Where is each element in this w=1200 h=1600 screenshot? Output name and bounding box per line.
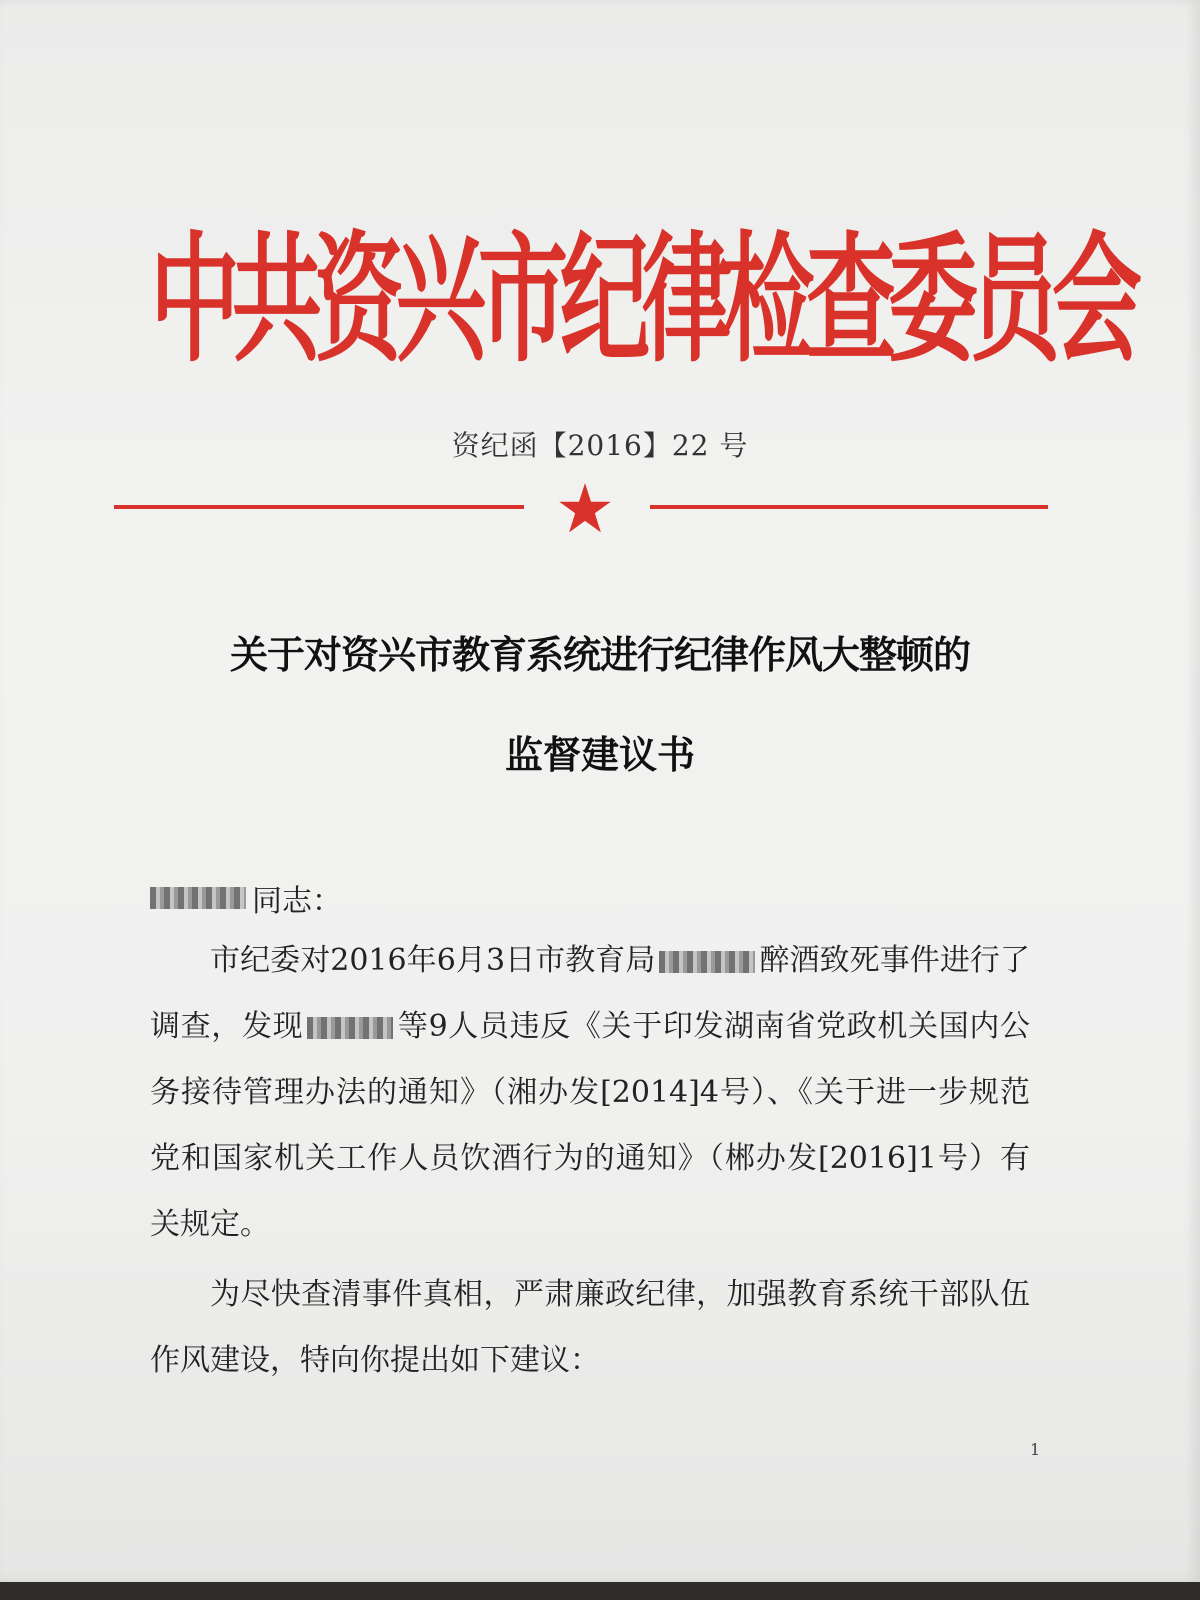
red-divider-right <box>650 505 1048 509</box>
redacted-name <box>659 951 755 973</box>
redacted-name <box>150 887 246 909</box>
body-paragraph-1 <box>150 928 1030 1258</box>
paragraph-1-part-a: 市纪委对2016年6月3日市教育局 <box>210 943 656 978</box>
page-number: 1 <box>1030 1440 1041 1459</box>
document-title-line-1: 关于对资兴市教育系统进行纪律作风大整顿的 <box>229 632 970 677</box>
red-divider-left <box>114 505 524 509</box>
paragraph-1-part-c: 等9人员违反《关于印发湖南省党政机关国内公务接待管理办法的通知》（湘办发[2014]4号）、《关于进一步规范党和国家机关工作人员饮酒行为的通知》（郴办发[2016]1号）有关规定。 <box>150 1009 1031 1242</box>
organization-header: 中共资兴市纪律检查委员会 <box>150 217 1134 383</box>
salutation-text: 同志： <box>252 884 342 919</box>
paragraph-1-part-b: 醉酒致死事件进行了调查，发现 <box>150 943 1030 1044</box>
body-paragraph-2: 为尽快查清事件真相，严肃廉政纪律，加强教育系统干部队伍作风建设，特向你提出如下建议： <box>150 1277 1030 1378</box>
document-title-line-2: 监督建议书 <box>504 732 695 777</box>
document-number: 资纪函【2016】22 号 <box>451 429 749 462</box>
redacted-name <box>307 1017 393 1039</box>
star-icon <box>556 482 614 534</box>
salutation <box>150 876 342 920</box>
